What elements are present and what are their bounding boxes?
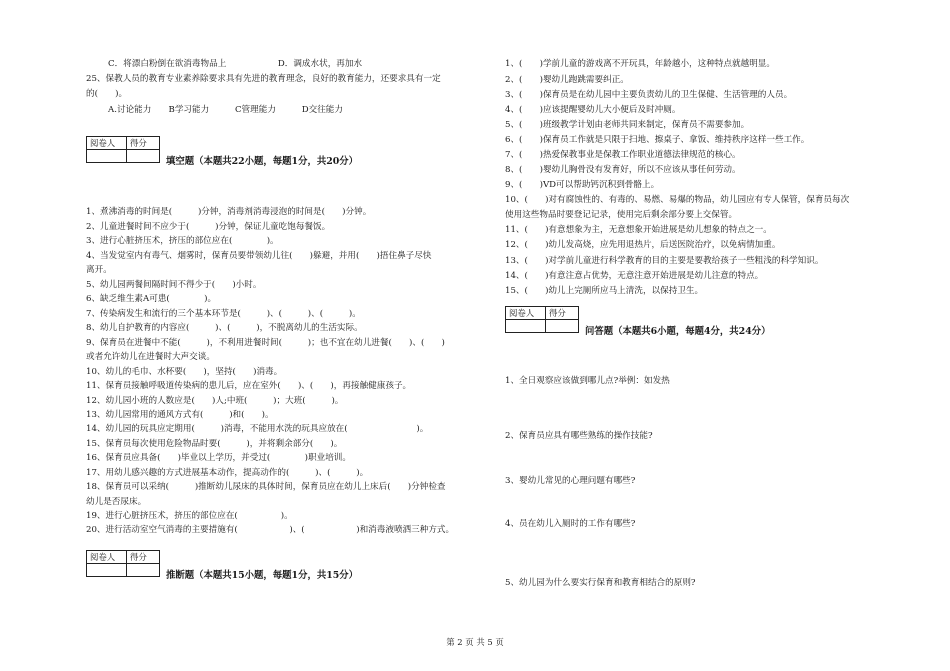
fill-question-line: 1、煮沸消毒的时间是( )分钟，消毒剂消毒浸泡的时间是( )分钟。	[86, 207, 372, 217]
qa-question: 1、全日观察应该做到哪儿点?举例：如发热	[505, 376, 670, 386]
score-box-fill	[86, 136, 160, 163]
score-cell	[546, 320, 579, 333]
score-cell	[127, 150, 160, 163]
judge-question-line: 12、( )幼儿发高烧，应先用退热片，后送医院治疗，以免病情加重。	[505, 240, 781, 250]
grader-cell	[506, 320, 546, 333]
judge-question-line: 14、( )有意注意占优势，无意注意开始进展是幼儿注意的特点。	[505, 271, 764, 281]
fill-question-line: 16、保育员应具备( )毕业以上学历，并受过( )职业培训。	[86, 453, 351, 463]
fill-question-line: 17、用幼儿感兴趣的方式进展基本动作，提高动作的( )、( )。	[86, 468, 369, 478]
fill-question-line: 2、儿童进餐时间不应少于( )分钟，保证儿童吃饱每餐饭。	[86, 222, 331, 232]
fill-question-line: 11、保育员接触呼吸道传染病的患儿后，应在室外( )、( )，再接触健康孩子。	[86, 381, 412, 391]
judge-question-line: 1、( )学前儿童的游戏离不开玩具，年龄越小，这种特点就越明显。	[505, 59, 775, 69]
fill-question-line: 9、保育员在进餐中不能( )，不利用进餐时间( )；也不宜在幼儿进餐( )、( )	[86, 338, 445, 348]
qa-section-title: 问答题（本题共6小题，每题4分，共24分）	[585, 326, 771, 337]
qa-question: 4、员在幼儿入厕时的工作有哪些?	[505, 519, 636, 529]
grader-label: 阅卷人	[506, 307, 546, 320]
judge-question-line: 13、( )对学前儿童进行科学教育的目的主要是要教给孩子一些粗浅的科学知识。	[505, 256, 824, 266]
score-label: 得分	[127, 137, 160, 150]
fill-question-line: 10、幼儿的毛巾、水杯要( )，坚持( )消毒。	[86, 367, 283, 377]
question-25-line2: 的( )。	[86, 89, 128, 99]
fill-question-line: 14、幼儿园的玩具应定期用( )消毒，不能用水洗的玩具应放在( )。	[86, 424, 429, 434]
judge-question-line: 8、( )婴幼儿胸骨没有发育好，所以不应该从事任何劳动。	[505, 165, 741, 175]
question-25-options: A.讨论能力 B学习能力 C管理能力 D交往能力	[108, 105, 343, 115]
fill-question-line: 12、幼儿园小班的人数应是( )人;中班( )；大班( )。	[86, 396, 344, 406]
fill-question-line: 13、幼儿园常用的通风方式有( )和( )。	[86, 410, 274, 420]
judge-question-line: 使用这些物品时要登记记录，使用完后剩余部分要上交保管。	[505, 210, 738, 220]
grader-label: 阅卷人	[87, 551, 127, 564]
fill-question-line: 或者允许幼儿在进餐时大声交谈。	[86, 352, 215, 362]
fill-question-line: 离开。	[86, 265, 112, 275]
fill-question-line: 20、进行活动室空气消毒的主要措施有( )、( )和消毒液喷洒三种方式。	[86, 525, 455, 535]
judge-question-line: 7、( )热爱保教事业是保教工作职业道德法律规范的核心。	[505, 150, 741, 160]
grader-cell	[87, 150, 127, 163]
score-label: 得分	[127, 551, 160, 564]
fill-question-line: 18、保育员可以采纳( )推断幼儿尿床的具体时间，保育员应在幼儿上床后( )分钟检查	[86, 482, 446, 492]
judge-question-line: 2、( )婴幼儿跑跳需要纠正。	[505, 75, 629, 85]
page-footer: 第 2 页 共 5 页	[446, 637, 504, 647]
score-box-qa	[505, 306, 579, 333]
fill-question-line: 4、当发觉室内有毒气、烟雾时，保育员要带领幼儿往( )躲避，并用( )捂住鼻子尽快	[86, 251, 432, 261]
qa-question: 3、婴幼儿常见的心理问题有哪些?	[505, 476, 636, 486]
judge-question-line: 6、( )保育员工作就是只限于扫地、擦桌子、拿饭、维持秩序这样一些工作。	[505, 135, 810, 145]
fill-question-line: 5、幼儿园两餐间隔时间不得少于( )小时。	[86, 280, 262, 290]
score-box-judge	[86, 550, 160, 577]
fill-question-line: 6、缺乏维生素A可患( )。	[86, 294, 217, 304]
fill-question-line: 8、幼儿自护教育的内容应( )、( )，不脱离幼儿的生活实际。	[86, 323, 363, 333]
judge-question-line: 5、( )班级教学计划由老师共同来制定，保育员不需要参加。	[505, 120, 750, 130]
qa-question: 2、保育员应具有哪些熟练的操作技能?	[505, 431, 653, 441]
fill-question-line: 15、保育员每次使用危险物品时要( )，并将剩余部分( )。	[86, 439, 343, 449]
score-label: 得分	[546, 307, 579, 320]
fill-section-title: 填空题（本题共22小题，每题1分，共20分）	[166, 156, 358, 167]
judge-question-line: 11、( )有意想象为主，无意想象开始进展是幼儿想象的特点之一。	[505, 225, 772, 235]
qa-question: 5、幼儿园为什么要实行保育和教育相结合的原则?	[505, 578, 696, 588]
judge-question-line: 4、( )应该提醒婴幼儿大小便后及时冲厕。	[505, 105, 681, 115]
judge-question-line: 9、( )VD可以帮助钙沉积到骨骼上。	[505, 180, 660, 190]
judge-question-line: 15、( )幼儿上完厕所应马上清洗，以保持卫生。	[505, 286, 704, 296]
option-line: C．将漂白粉倒在欲消毒物品上 D．调成水状，再加水	[108, 59, 363, 69]
fill-question-line: 幼儿是否尿床。	[86, 497, 147, 507]
fill-question-line: 19、进行心脏挤压术，挤压的部位应在( )。	[86, 511, 293, 521]
judge-section-title: 推断题（本题共15小题，每题1分，共15分）	[166, 570, 358, 581]
question-25-line1: 25、保教人员的教育专业素养除要求具有先进的教育理念，良好的教育能力，还要求具有一定	[86, 74, 441, 84]
judge-question-line: 3、( )保育员是在幼儿园中主要负责幼儿的卫生保健、生活管理的人员。	[505, 90, 793, 100]
grader-cell	[87, 564, 127, 577]
score-cell	[127, 564, 160, 577]
judge-question-line: 10、( )对有腐蚀性的、有毒的、易燃、易爆的物品，幼儿园应有专人保管，保育员每次	[505, 195, 850, 205]
fill-question-line: 7、传染病发生和流行的三个基本环节是( )、( )、( )。	[86, 309, 361, 319]
fill-question-line: 3、进行心脏挤压术，挤压的部位应在( )。	[86, 236, 279, 246]
grader-label: 阅卷人	[87, 137, 127, 150]
